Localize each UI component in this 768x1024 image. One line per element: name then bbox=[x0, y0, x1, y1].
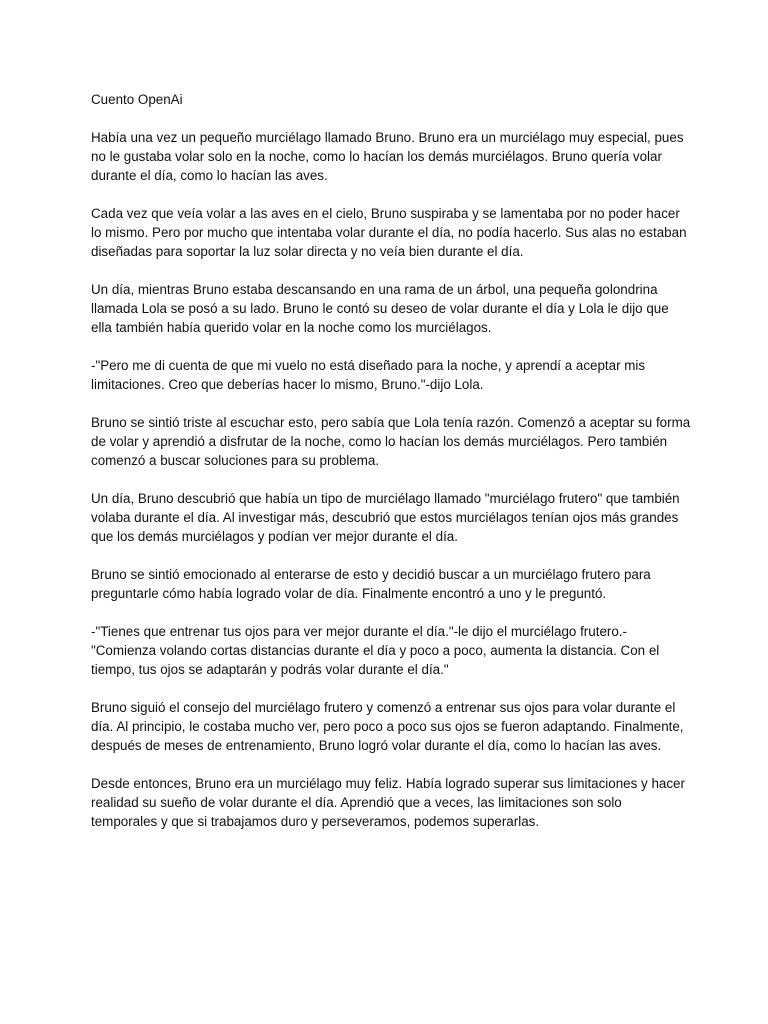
paragraph-7: Bruno se sintió emocionado al enterarse de esto y decidió buscar a un murciélago frutero para preguntarle cómo había logrado volar de día. Finalmente encontró a uno y le preguntó. bbox=[91, 567, 651, 601]
paragraph-9: Bruno siguió el consejo del murciélago frutero y comenzó a entrenar sus ojos para volar durante el día. Al principio, le costaba mucho ver, pero poco a poco sus ojos se fueron adaptando. Finalmente, después de meses de entrenamiento, Bruno logró volar durante el día, como lo hacían las aves. bbox=[91, 700, 684, 753]
paragraph-6: Un día, Bruno descubrió que había un tipo de murciélago llamado "murciélago frutero" que también volaba durante el día. Al investigar más, descubrió que estos murciélagos tenían ojos más grandes que los demás murciélagos y podían ver mejor durante el día. bbox=[91, 491, 680, 544]
document-title: Cuento OpenAi bbox=[91, 92, 183, 107]
paragraph-2: Cada vez que veía volar a las aves en el cielo, Bruno suspiraba y se lamentaba por no poder hacer lo mismo. Pero por mucho que intentaba volar durante el día, no podía hacerlo. Sus alas no estaban diseñadas para soportar la luz solar directa y no veía bien durante el día. bbox=[91, 206, 687, 259]
paragraph-8: -"Tienes que entrenar tus ojos para ver mejor durante el día."-le dijo el murciélago frutero.- "Comienza volando cortas distancias durante el día y poco a poco, aumenta la distancia. Con el tiempo, tus ojos se adaptarán y podrás volar durante el día." bbox=[91, 624, 660, 677]
paragraph-3: Un día, mientras Bruno estaba descansando en una rama de un árbol, una pequeña golondrina llamada Lola se posó a su lado. Bruno le contó su deseo de volar durante el día y Lola le dijo que ella también había querido volar en la noche como los murciélagos. bbox=[91, 282, 669, 335]
paragraph-5: Bruno se sintió triste al escuchar esto, pero sabía que Lola tenía razón. Comenzó a aceptar su forma de volar y aprendió a disfrutar de la noche, como lo hacían los demás murciélagos. Pero también comenzó a buscar soluciones para su problema. bbox=[91, 415, 691, 468]
paragraph-4: -"Pero me di cuenta de que mi vuelo no está diseñado para la noche, y aprendí a aceptar mis limitaciones. Creo que deberías hacer lo mismo, Bruno."-dijo Lola. bbox=[91, 358, 646, 392]
paragraph-10: Desde entonces, Bruno era un murciélago muy feliz. Había logrado superar sus limitaciones y hacer realidad su sueño de volar durante el día. Aprendió que a veces, las limitaciones son solo temporales y que si trabajamos duro y perseveramos, podemos superarlas. bbox=[91, 776, 685, 829]
paragraph-1: Había una vez un pequeño murciélago llamado Bruno. Bruno era un murciélago muy especial, pues no le gustaba volar solo en la noche, como lo hacían los demás murciélagos. Bruno quería volar durante el día, como lo hacían las aves. bbox=[91, 130, 684, 183]
document-body bbox=[91, 90, 691, 850]
